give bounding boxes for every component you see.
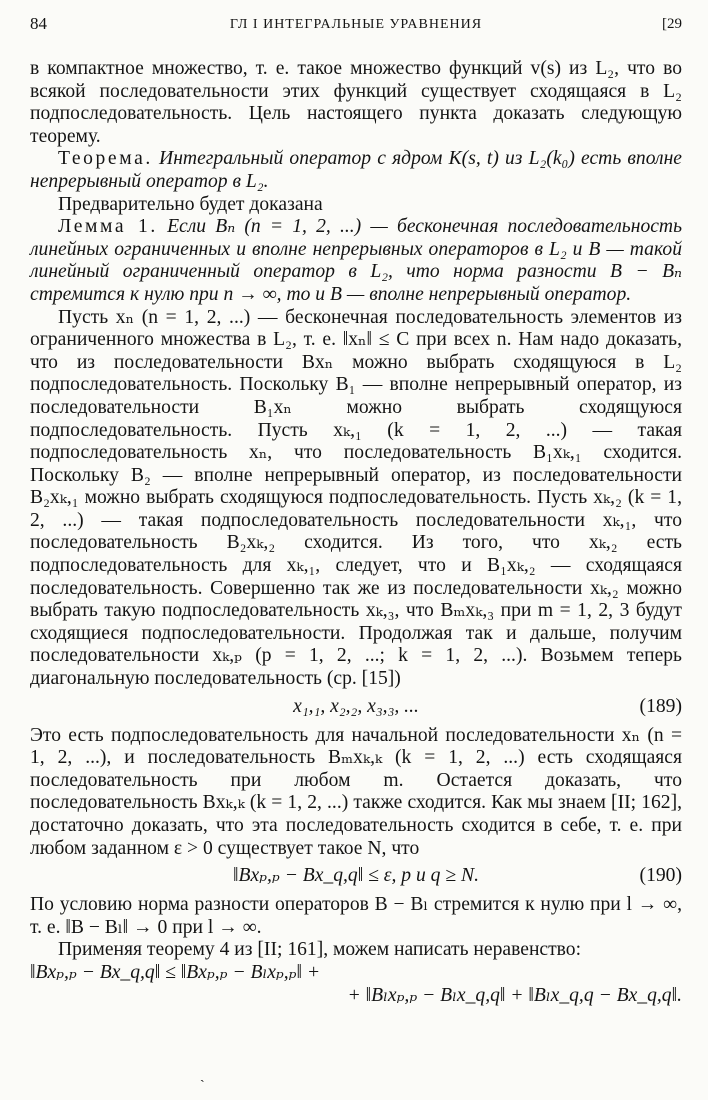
- inequality-line-1: ‖Bxₚ,ₚ − Bx_q,q‖ ≤ ‖Bxₚ,ₚ − Bₗxₚ,ₚ‖ +: [30, 961, 321, 983]
- paragraph-preliminary: Предварительно будет доказана: [58, 193, 323, 215]
- equation-190-number: (190): [639, 865, 682, 887]
- paragraph-inequality-intro: Применяя теорему 4 из [II; 161], можем написать неравенство:: [58, 939, 582, 961]
- paragraph-norm-condition: По условию норма разности операторов B − Bₗ стремится к нулю при l → ∞, т. е. ‖B − Bₗ‖ → 0 при l → ∞.: [30, 894, 682, 938]
- lemma: [30, 216, 682, 306]
- equation-189-formula: x₁,₁, x₂,₂, x₃,₃, ...: [293, 695, 419, 717]
- theorem-text: Интегральный оператор с ядром K(s, t) из L₂(k₀) есть вполне непрерывный оператор в L₂.: [30, 148, 682, 192]
- equation-189-number: (189): [639, 695, 682, 717]
- page-body: [30, 58, 682, 1007]
- equation-190-formula: ‖Bxₚ,ₚ − Bx_q,q‖ ≤ ε, p и q ≥ N.: [233, 865, 479, 887]
- page-header: [30, 14, 682, 38]
- theorem: [30, 148, 682, 193]
- page-number: 84: [30, 14, 47, 33]
- stray-mark: ˏ: [200, 1068, 205, 1083]
- equation-189: [30, 693, 682, 723]
- lemma-text: Если Bₙ (n = 1, 2, ...) — бесконечная последовательность линейных ограниченных и вполне непрерывных операторов в L₂ и B — такой линейный ограниченный оператор в L₂, что норма разности B − Bₙ стремится к нулю при n → ∞, то и B — вполне непрерывный оператор.: [30, 216, 683, 305]
- section-number: [29: [662, 16, 682, 32]
- paragraph-intro: в компактное множество, т. е. такое множество функций v(s) из L₂, что во всякой последовательности этих функций существует сходящаяся в L₂ подпоследовательность. Цель настоящего пункта доказать следующую теорему.: [30, 58, 682, 147]
- lemma-label: Лемма 1.: [58, 216, 158, 238]
- paragraph-proof: Пусть xₙ (n = 1, 2, ...) — бесконечная последовательность элементов из ограниченного множества в L₂, т. е. ‖xₙ‖ ≤ C при всех n. Нам надо доказать, что из последовательности Bxₙ можно выбрать сходящуюся в L₂ подпоследовательность. Поскольку B₁ — вполне непрерывный оператор, из последовательности B₁xₙ можно выбрать сходящуюся подпоследовательность. Пусть xₖ,₁ (k = 1, 2, ...) — такая подпоследовательность xₙ, что последовательность B₁xₖ,₁ сходится. Поскольку B₂ — вполне непрерывный оператор, из последовательности B₂xₖ,₁ можно выбрать сходящуюся подпоследовательность. Пусть xₖ,₂ (k = 1, 2, ...) — такая подпоследовательность последовательности xₖ,₁, что последовательность B₂xₖ,₂ сходится. Из того, что xₖ,₂ есть подпоследовательность для xₖ,₁, следует, что и B₁xₖ,₂ — сходящаяся последовательность. Совершенно так же из последовательности xₖ,₂ можно выбрать такую подпоследовательность xₖ,₃, что Bₘxₖ,₃ при m = 1, 2, 3 будут сходящиеся подпоследовательности. Продолжая так и дальше, получим последовательности xₖ,ₚ (p = 1, 2, ...; k = 1, 2, ...). Возьмем теперь диагональную последовательность (ср. [15]): [30, 306, 682, 690]
- paragraph-diagonal: Это есть подпоследовательность для начальной последовательности xₙ (n = 1, 2, ...), и последовательность Bₘxₖ,ₖ (k = 1, 2, ...) есть сходящаяся последовательность при любом m. Остается доказать, что последовательность Bxₖ,ₖ (k = 1, 2, ...) также сходится. Как мы знаем [II; 162], достаточно доказать, что эта последовательность сходится в себе, т. е. при любом заданном ε > 0 существует такое N, что: [30, 724, 682, 859]
- equation-190: [30, 862, 682, 892]
- theorem-label: Теорема.: [58, 148, 153, 170]
- inequality-line-2: + ‖Bₗxₚ,ₚ − Bₗx_q,q‖ + ‖Bₗx_q,q − Bx_q,q‖.: [347, 984, 682, 1006]
- running-title: ГЛ I ИНТЕГРАЛЬНЫЕ УРАВНЕНИЯ: [229, 17, 483, 32]
